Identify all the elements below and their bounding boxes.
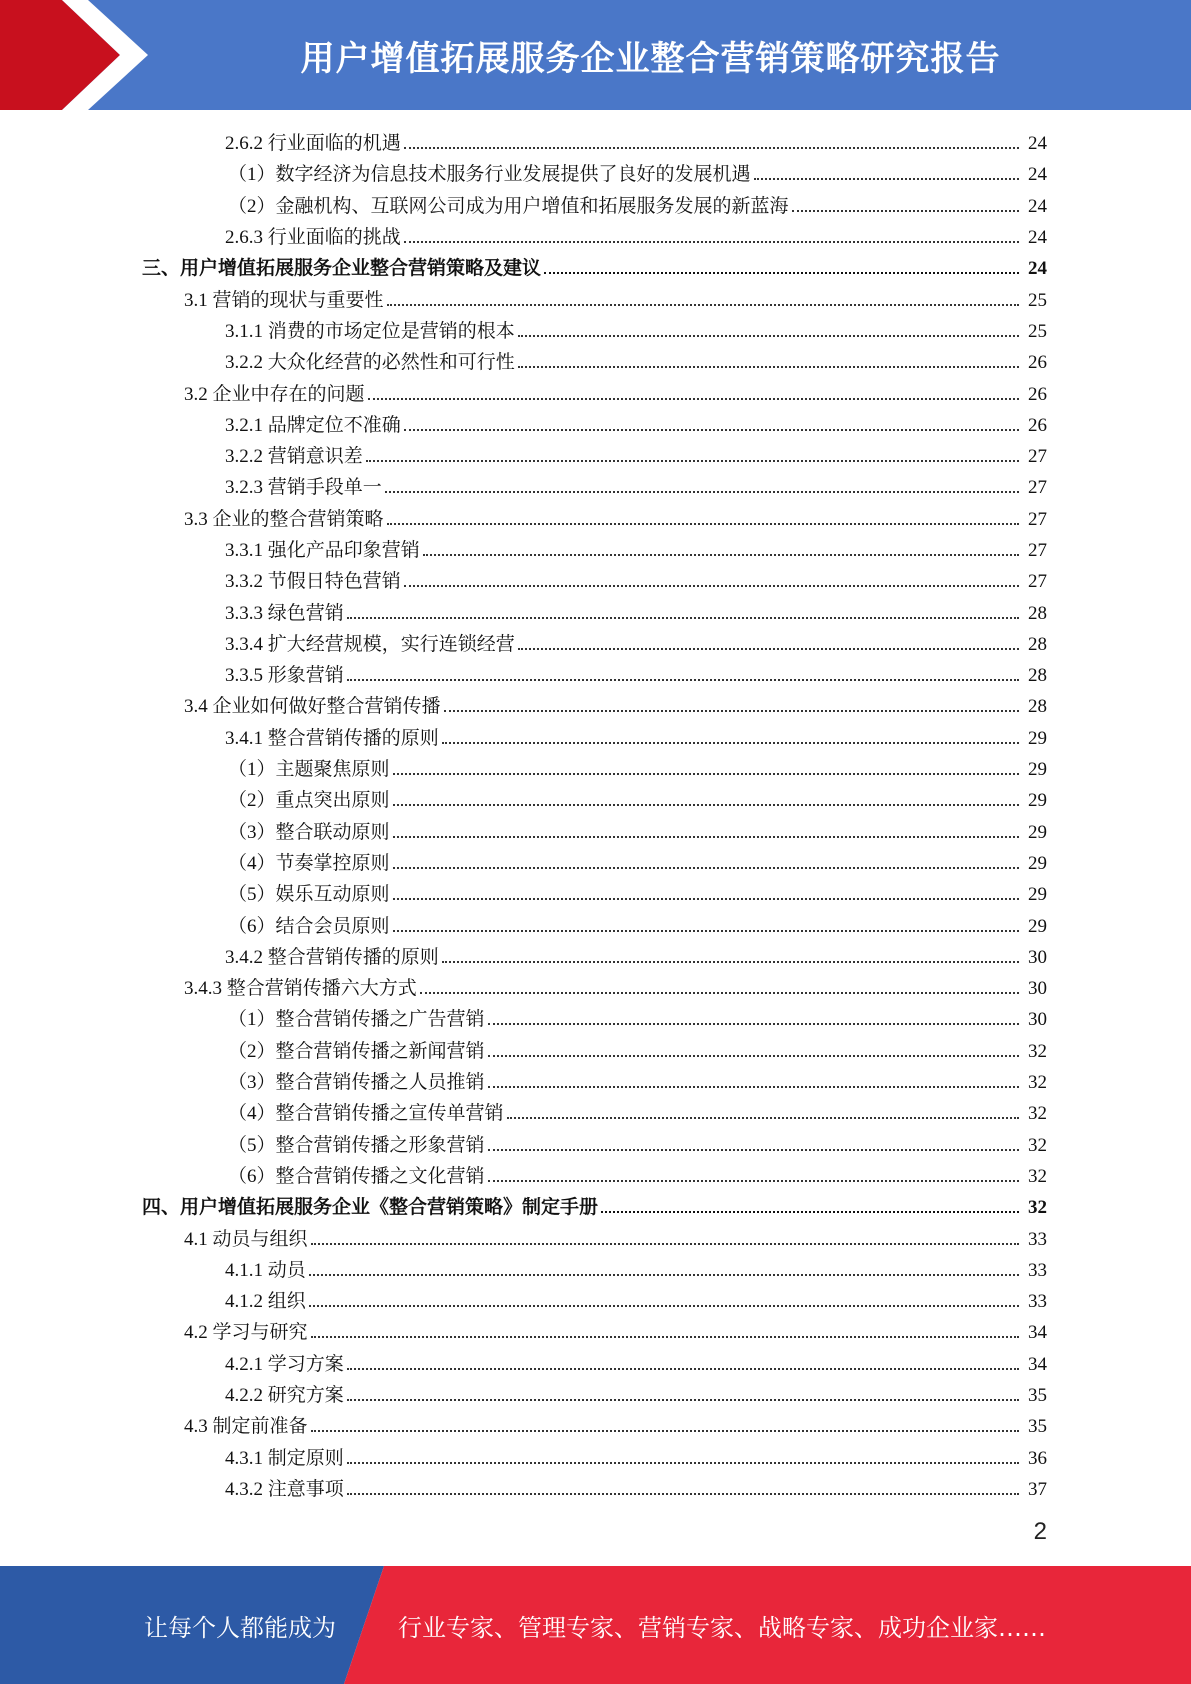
toc-leader-dots	[347, 616, 1019, 619]
toc-entry[interactable]	[0, 973, 1191, 1004]
toc-entry-title: 3.3.2 节假日特色营销	[225, 571, 401, 593]
footer-slogan-right: 行业专家、管理专家、营销专家、战略专家、成功企业家……	[398, 1613, 1046, 1642]
toc-leader-dots	[368, 397, 1019, 400]
toc-entry[interactable]	[0, 1036, 1191, 1067]
toc-entry[interactable]	[0, 942, 1191, 973]
toc-entry-title: 3.1 营销的现状与重要性	[184, 289, 384, 311]
toc-entry[interactable]	[0, 159, 1191, 190]
toc-leader-dots	[311, 1429, 1019, 1432]
toc-leader-dots	[393, 929, 1019, 932]
toc-entry-page: 32	[1028, 1103, 1047, 1125]
toc-entry[interactable]	[0, 472, 1191, 503]
toc-leader-dots	[420, 991, 1019, 994]
toc-entry-page: 32	[1028, 1134, 1047, 1156]
toc-entry-page: 27	[1028, 540, 1047, 561]
toc-leader-dots	[393, 897, 1019, 900]
toc-entry-title: 4.3 制定前准备	[184, 1416, 308, 1438]
toc-entry[interactable]	[0, 597, 1191, 628]
toc-leader-dots	[311, 1242, 1019, 1245]
toc-entry-page: 37	[1028, 1478, 1047, 1500]
toc-entry-title: 3.4.3 整合营销传播六大方式	[184, 978, 417, 1000]
toc-entry-title: 3.3.1 强化产品印象营销	[225, 540, 420, 561]
toc-entry[interactable]	[0, 1255, 1191, 1286]
toc-entry-title: （3）整合营销传播之人员推销	[228, 1072, 485, 1094]
toc-entry[interactable]	[0, 441, 1191, 472]
toc-entry[interactable]	[0, 1442, 1191, 1473]
toc-entry-title: （1）数字经济为信息技术服务行业发展提供了良好的发展机遇	[228, 164, 751, 186]
toc-entry[interactable]	[0, 660, 1191, 691]
toc-leader-dots	[366, 459, 1019, 462]
toc-leader-dots	[423, 553, 1019, 556]
toc-entry-title: 3.4.1 整合营销传播的原则	[225, 727, 439, 749]
toc-entry-title: 3.3 企业的整合营销策略	[184, 508, 384, 530]
toc-entry-page: 25	[1028, 320, 1047, 342]
toc-leader-dots	[444, 709, 1019, 712]
toc-entry[interactable]	[0, 1004, 1191, 1035]
toc-entry[interactable]	[0, 1317, 1191, 1348]
toc-entry-title: 3.3.3 绿色营销	[225, 602, 344, 624]
toc-entry-title: 3.2.1 品牌定位不准确	[225, 414, 401, 436]
toc-entry-title: （4）节奏掌控原则	[228, 852, 390, 874]
toc-leader-dots	[754, 177, 1019, 180]
toc-entry-page: 35	[1028, 1385, 1047, 1407]
toc-entry-title: （2）整合营销传播之新闻营销	[228, 1040, 485, 1062]
toc-leader-dots	[387, 522, 1019, 525]
toc-entry-page: 35	[1028, 1416, 1047, 1438]
toc-entry[interactable]	[0, 410, 1191, 441]
toc-entry-page: 32	[1028, 1197, 1047, 1219]
toc-entry-title: 三、用户增值拓展服务企业整合营销策略及建议	[142, 258, 542, 280]
footer-slogan-left: 让每个人都能成为	[144, 1613, 336, 1642]
toc-leader-dots	[393, 772, 1019, 775]
toc-entry-page: 32	[1028, 1040, 1047, 1062]
toc-entry-title: 3.3.4 扩大经营规模，实行连锁经营	[225, 633, 515, 655]
toc-entry[interactable]	[0, 1380, 1191, 1411]
toc-leader-dots	[385, 490, 1019, 493]
toc-leader-dots	[518, 365, 1019, 368]
toc-leader-dots	[404, 428, 1019, 431]
toc-entry-page: 30	[1028, 1009, 1047, 1031]
toc-leader-dots	[347, 678, 1019, 681]
toc-entry-title: （3）整合联动原则	[228, 821, 390, 843]
toc-entry-title: 4.1.1 动员	[225, 1259, 306, 1281]
toc-entry[interactable]	[0, 1067, 1191, 1098]
toc-entry-page: 30	[1028, 946, 1047, 968]
toc-leader-dots	[488, 1179, 1019, 1182]
toc-entry[interactable]	[0, 848, 1191, 879]
toc-entry[interactable]	[0, 1474, 1191, 1505]
toc-entry-title: 2.6.2 行业面临的机遇	[225, 133, 401, 155]
toc-entry[interactable]	[0, 754, 1191, 785]
toc-entry[interactable]	[0, 253, 1191, 284]
toc-leader-dots	[387, 303, 1019, 306]
toc-entry-page: 29	[1028, 727, 1047, 749]
toc-entry-title: 3.2 企业中存在的问题	[184, 383, 365, 405]
toc-entry[interactable]	[0, 785, 1191, 816]
toc-leader-dots	[404, 240, 1019, 243]
toc-entry[interactable]	[0, 566, 1191, 597]
toc-entry-page: 27	[1028, 571, 1047, 593]
toc-entry[interactable]	[0, 378, 1191, 409]
toc-entry-title: 4.2.1 学习方案	[225, 1353, 344, 1375]
toc-entry-page: 32	[1028, 1072, 1047, 1094]
toc-entry[interactable]	[0, 1192, 1191, 1223]
toc-leader-dots	[309, 1304, 1019, 1307]
toc-entry-page: 28	[1028, 602, 1047, 624]
toc-entry[interactable]	[0, 1130, 1191, 1161]
toc-entry[interactable]	[0, 535, 1191, 566]
toc-entry-page: 27	[1028, 508, 1047, 530]
toc-leader-dots	[792, 209, 1019, 212]
page-header	[0, 0, 1191, 110]
toc-entry-title: 4.2.2 研究方案	[225, 1385, 344, 1407]
toc-leader-dots	[601, 1210, 1019, 1213]
toc-entry[interactable]	[0, 316, 1191, 347]
toc-leader-dots	[347, 1492, 1019, 1495]
toc-leader-dots	[488, 1022, 1019, 1025]
toc-entry[interactable]	[0, 222, 1191, 253]
toc-entry-page: 33	[1028, 1228, 1047, 1250]
toc-entry-title: 4.1.2 组织	[225, 1291, 306, 1313]
toc-entry[interactable]	[0, 723, 1191, 754]
toc-entry-page: 24	[1028, 133, 1047, 155]
toc-entry-page: 27	[1028, 477, 1047, 499]
toc-entry-title: 3.2.3 营销手段单一	[225, 477, 382, 499]
toc-entry-title: （1）整合营销传播之广告营销	[228, 1009, 485, 1031]
report-title: 用户增值拓展服务企业整合营销策略研究报告	[300, 38, 1001, 79]
toc-entry-page: 28	[1028, 633, 1047, 655]
toc-leader-dots	[404, 584, 1019, 587]
toc-entry[interactable]	[0, 1223, 1191, 1254]
toc-leader-dots	[347, 1461, 1019, 1464]
page-footer	[0, 1566, 1191, 1684]
toc-entry-page: 26	[1028, 383, 1047, 405]
toc-entry-title: 3.3.5 形象营销	[225, 665, 344, 687]
toc-entry[interactable]	[0, 879, 1191, 910]
toc-entry-title: 4.3.2 注意事项	[225, 1478, 344, 1500]
toc-leader-dots	[309, 1273, 1019, 1276]
toc-entry-page: 32	[1028, 1165, 1047, 1187]
toc-entry[interactable]	[0, 128, 1191, 159]
toc-entry-page: 29	[1028, 790, 1047, 812]
toc-entry[interactable]	[0, 629, 1191, 660]
toc-entry-page: 24	[1028, 258, 1047, 280]
toc-entry-title: 3.1.1 消费的市场定位是营销的根本	[225, 320, 515, 342]
toc-entry[interactable]	[0, 1411, 1191, 1442]
toc-entry-page: 34	[1028, 1322, 1047, 1344]
toc-entry-page: 28	[1028, 665, 1047, 687]
toc-entry-title: 2.6.3 行业面临的挑战	[225, 227, 401, 249]
toc-entry-page: 24	[1028, 195, 1047, 217]
toc-leader-dots	[404, 146, 1019, 149]
toc-entry[interactable]	[0, 1349, 1191, 1380]
toc-entry-page: 26	[1028, 414, 1047, 436]
toc-entry[interactable]	[0, 191, 1191, 222]
toc-entry-title: （4）整合营销传播之宣传单营销	[228, 1103, 504, 1125]
toc-entry[interactable]	[0, 1098, 1191, 1129]
toc-entry-title: （5）娱乐互动原则	[228, 884, 390, 906]
toc-entry-page: 30	[1028, 978, 1047, 1000]
toc-leader-dots	[518, 647, 1019, 650]
toc-leader-dots	[442, 741, 1019, 744]
toc-leader-dots	[518, 334, 1019, 337]
toc-entry[interactable]	[0, 817, 1191, 848]
toc-leader-dots	[311, 1335, 1019, 1338]
toc-entry-page: 29	[1028, 884, 1047, 906]
toc-entry-title: 4.1 动员与组织	[184, 1228, 308, 1250]
toc-entry-page: 27	[1028, 446, 1047, 468]
toc-leader-dots	[393, 835, 1019, 838]
toc-entry-title: （6）结合会员原则	[228, 915, 390, 937]
toc-entry-page: 29	[1028, 852, 1047, 874]
toc-entry-title: 3.2.2 营销意识差	[225, 446, 363, 468]
toc-entry-title: （2）金融机构、互联网公司成为用户增值和拓展服务发展的新蓝海	[228, 195, 789, 217]
toc-entry[interactable]	[0, 910, 1191, 941]
toc-leader-dots	[507, 1116, 1019, 1119]
toc-leader-dots	[488, 1148, 1019, 1151]
toc-entry-page: 24	[1028, 164, 1047, 186]
toc-leader-dots	[393, 803, 1019, 806]
toc-entry-page: 33	[1028, 1291, 1047, 1313]
toc-entry-page: 29	[1028, 915, 1047, 937]
toc-entry-title: 4.3.1 制定原则	[225, 1447, 344, 1469]
toc-leader-dots	[544, 271, 1019, 274]
toc-entry[interactable]	[0, 691, 1191, 722]
toc-entry[interactable]	[0, 284, 1191, 315]
toc-entry-page: 33	[1028, 1259, 1047, 1281]
toc-entry-page: 29	[1028, 821, 1047, 843]
toc-entry-page: 34	[1028, 1353, 1047, 1375]
toc-entry[interactable]	[0, 1161, 1191, 1192]
toc-entry[interactable]	[0, 347, 1191, 378]
toc-entry[interactable]	[0, 504, 1191, 535]
toc-leader-dots	[393, 866, 1019, 869]
toc-entry-title: 四、用户增值拓展服务企业《整合营销策略》制定手册	[142, 1197, 599, 1219]
toc-entry-title: （1）主题聚焦原则	[228, 759, 390, 781]
toc-entry-page: 28	[1028, 696, 1047, 718]
toc-leader-dots	[442, 960, 1019, 963]
toc-entry-title: 3.2.2 大众化经营的必然性和可行性	[225, 352, 515, 374]
toc-leader-dots	[488, 1054, 1019, 1057]
toc-entry-title: 3.4.2 整合营销传播的原则	[225, 946, 439, 968]
toc-entry-title: 3.4 企业如何做好整合营销传播	[184, 696, 441, 718]
toc-entry[interactable]	[0, 1286, 1191, 1317]
toc-entry-title: （2）重点突出原则	[228, 790, 390, 812]
page-number: 2	[1033, 1518, 1047, 1545]
toc-entry-title: （5）整合营销传播之形象营销	[228, 1134, 485, 1156]
toc-entry-title: 4.2 学习与研究	[184, 1322, 308, 1344]
toc-leader-dots	[347, 1367, 1019, 1370]
toc-entry-title: （6）整合营销传播之文化营销	[228, 1165, 485, 1187]
toc-entry-page: 24	[1028, 227, 1047, 249]
toc-leader-dots	[347, 1398, 1019, 1401]
toc-entry-page: 25	[1028, 289, 1047, 311]
toc-entry-page: 29	[1028, 759, 1047, 781]
toc-leader-dots	[488, 1085, 1019, 1088]
table-of-contents	[0, 128, 1191, 1505]
toc-entry-page: 36	[1028, 1447, 1047, 1469]
toc-entry-page: 26	[1028, 352, 1047, 374]
